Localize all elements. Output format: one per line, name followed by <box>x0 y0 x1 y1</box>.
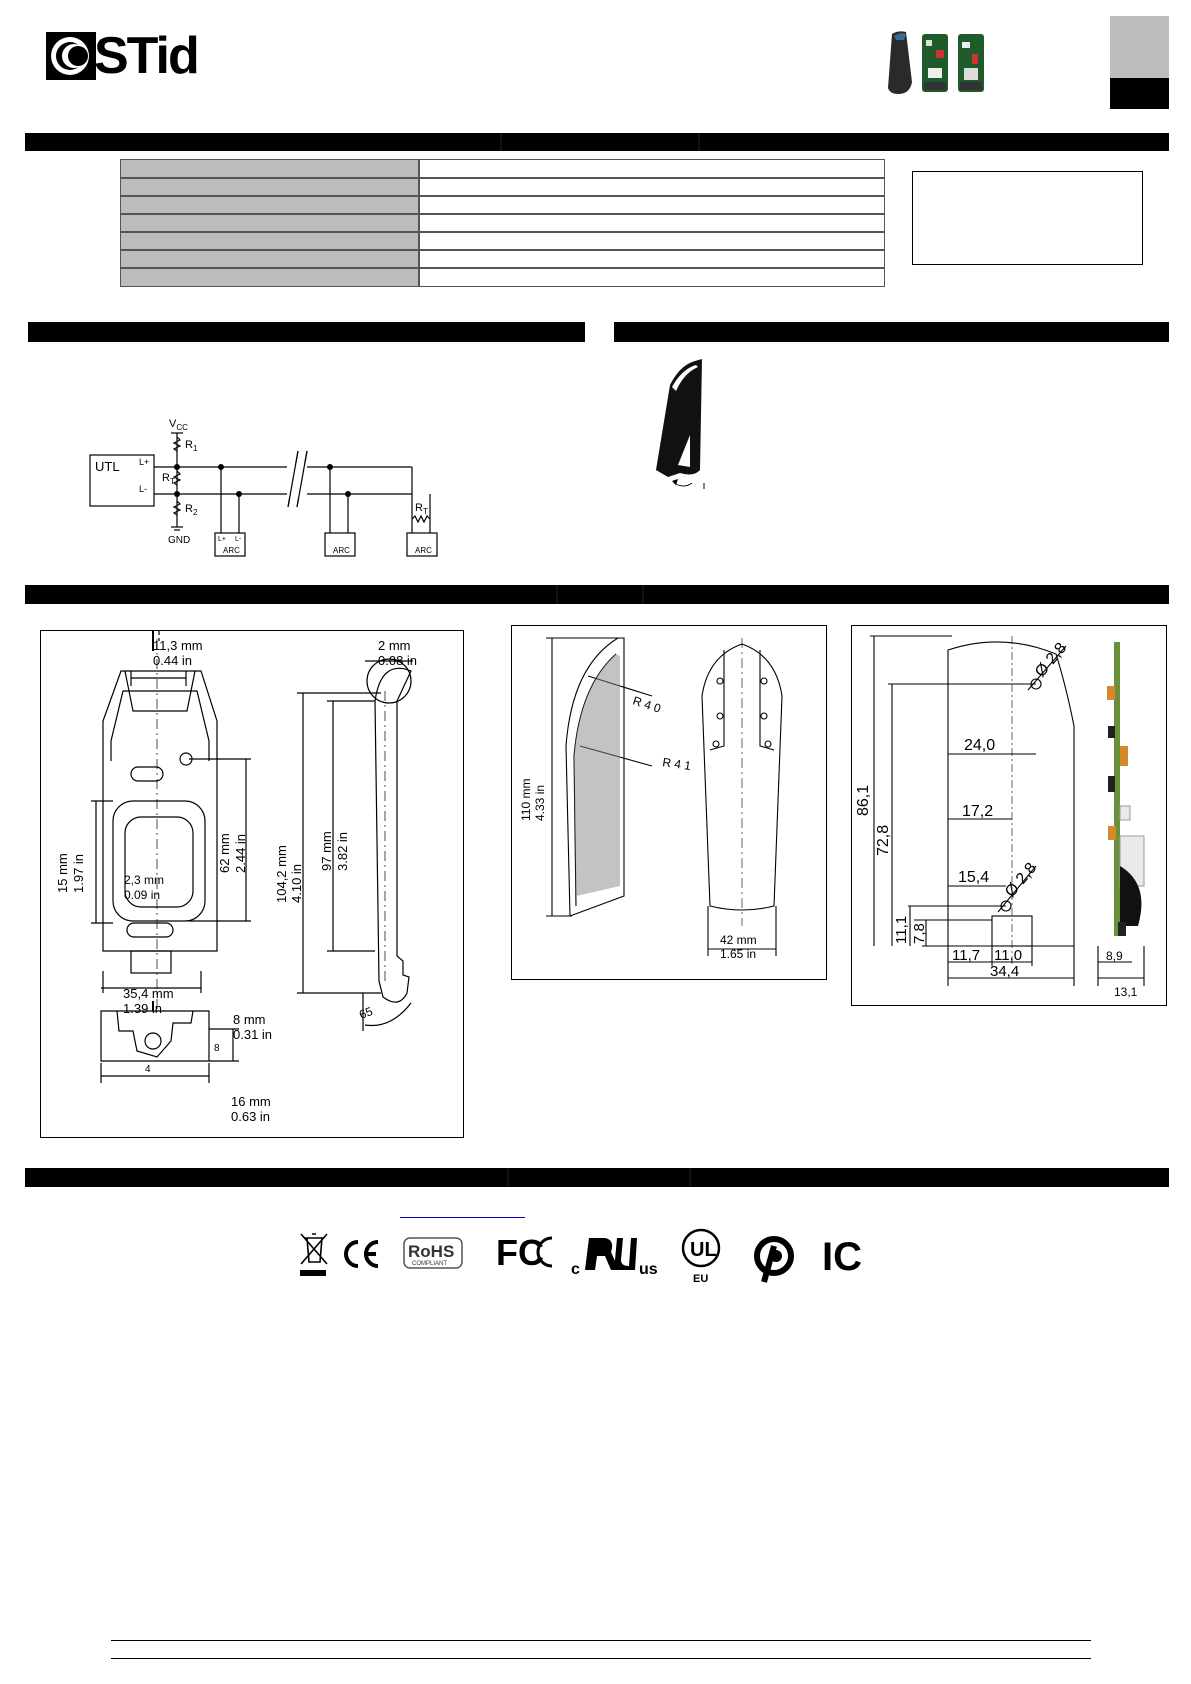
ul-eu-icon <box>683 1230 719 1285</box>
weee-icon <box>300 1234 327 1276</box>
svg-text:97 mm: 97 mm <box>319 831 334 871</box>
spec-value-cell <box>419 196 885 214</box>
footer-rule-bottom <box>111 1658 1091 1659</box>
svg-text:RoHS: RoHS <box>408 1242 455 1261</box>
svg-text:17,2: 17,2 <box>962 803 994 820</box>
svg-text:8,9: 8,9 <box>1106 949 1123 963</box>
svg-text:4: 4 <box>145 1064 151 1075</box>
spec-label-cell <box>120 178 419 196</box>
rohs-icon <box>404 1238 462 1268</box>
spec-table <box>120 159 885 289</box>
svg-text:c: c <box>571 1261 580 1278</box>
svg-text:4.33 in: 4.33 in <box>533 784 547 821</box>
svg-text:65: 65 <box>357 1004 375 1022</box>
svg-text:R1: $R_1$ <box>185 439 198 453</box>
svg-text:IC: IC <box>822 1235 862 1279</box>
reference-box <box>912 171 1143 265</box>
ur-recognized-icon <box>571 1238 658 1278</box>
svg-text:FC: FC <box>496 1232 544 1273</box>
drawing-reader-profile <box>511 625 827 980</box>
svg-text:7,8: 7,8 <box>911 923 928 944</box>
svg-text:COMPLIANT: COMPLIANT <box>412 1261 448 1267</box>
svg-text:1.97 in: 1.97 in <box>71 853 86 893</box>
svg-text:4.10 in: 4.10 in <box>289 863 304 903</box>
spec-label-cell <box>120 232 419 250</box>
certification-logos <box>296 1226 876 1286</box>
page-tab-grey <box>1110 16 1169 78</box>
mounting-illustration <box>650 355 730 495</box>
drawing-pcb-dimensions <box>851 625 1167 1006</box>
company-logo <box>46 27 198 85</box>
spec-value-cell <box>419 178 885 196</box>
svg-text:VCC: $V_{CC}$ <box>169 418 188 432</box>
svg-text:62 mm: 62 mm <box>217 833 232 873</box>
svg-text:13,1: 13,1 <box>1114 985 1138 999</box>
svg-text:GND: GND <box>168 535 191 546</box>
svg-text:8 mm: 8 mm <box>233 1012 266 1027</box>
ce-icon <box>346 1242 378 1266</box>
svg-text:11,1: 11,1 <box>893 915 910 944</box>
svg-text:2.44 in: 2.44 in <box>233 833 248 873</box>
spec-label-cell <box>120 196 419 214</box>
svg-text:86,1: 86,1 <box>855 784 872 816</box>
fcc-icon <box>496 1232 552 1273</box>
svg-text:110 mm: 110 mm <box>519 778 533 821</box>
svg-text:42 mm: 42 mm <box>720 933 757 947</box>
svg-text:R 4 1: R 4 1 <box>661 755 692 773</box>
svg-text:EU: EU <box>693 1273 709 1285</box>
svg-text:ARC: ARC <box>223 546 240 555</box>
svg-text:72,8: 72,8 <box>875 824 892 856</box>
svg-text:2,3 mm: 2,3 mm <box>124 873 165 887</box>
page-tab-black <box>1110 78 1169 109</box>
svg-text:16 mm: 16 mm <box>231 1094 271 1109</box>
wiring-schematic <box>85 415 445 560</box>
footer-rule-top <box>111 1640 1091 1641</box>
svg-text:15,4: 15,4 <box>958 869 990 886</box>
section-bar-certifications <box>25 1168 1169 1187</box>
spec-label-cell <box>120 268 419 287</box>
svg-text:0.63 in: 0.63 in <box>231 1109 271 1124</box>
svg-text:UL: UL <box>690 1239 717 1261</box>
spec-label-cell <box>120 250 419 268</box>
pcb-side-view <box>1107 642 1144 936</box>
svg-text:ARC: ARC <box>333 546 350 555</box>
ic-icon <box>822 1235 862 1279</box>
svg-text:Ø 2,8: Ø 2,8 <box>1002 859 1041 901</box>
svg-text:R 4 0: R 4 0 <box>631 693 663 716</box>
section-bar-dimensions <box>25 585 1169 604</box>
svg-text:0.09 in: 0.09 in <box>124 888 161 902</box>
svg-text:L+: L+ <box>218 536 226 543</box>
spec-value-cell <box>419 232 885 250</box>
section-bar-mounting <box>614 322 1169 342</box>
svg-text:2 mm: 2 mm <box>378 638 411 653</box>
logo-text: STid <box>94 27 198 85</box>
svg-text:1.65 in: 1.65 in <box>720 947 757 961</box>
cert-link-underline[interactable] <box>400 1217 525 1218</box>
svg-text:24,0: 24,0 <box>964 737 996 754</box>
svg-text:11,3 mm: 11,3 mm <box>153 638 203 653</box>
svg-text:15 mm: 15 mm <box>55 853 70 893</box>
product-photos <box>884 28 994 96</box>
svg-text:RT: $R_T$ <box>162 472 175 486</box>
svg-text:0.08 in: 0.08 in <box>378 653 418 668</box>
svg-text:104,2 mm: 104,2 mm <box>274 845 289 903</box>
spec-value-cell <box>419 159 885 178</box>
svg-text:UTL: UTL <box>95 459 120 474</box>
spec-value-cell <box>419 250 885 268</box>
svg-text:3.82 in: 3.82 in <box>335 831 350 871</box>
svg-text:L-: L- <box>139 484 148 494</box>
spec-label-cell <box>120 159 419 178</box>
svg-text:0.44 in: 0.44 in <box>153 653 193 668</box>
svg-text:ARC: ARC <box>415 546 432 555</box>
spec-label-cell <box>120 214 419 232</box>
spec-value-cell <box>419 268 885 287</box>
section-bar-specifications <box>25 133 1169 151</box>
svg-text:34,4: 34,4 <box>990 963 1020 980</box>
rcm-icon <box>757 1239 791 1282</box>
section-bar-wiring <box>28 322 585 342</box>
svg-text:1.39 in: 1.39 in <box>123 1001 163 1016</box>
svg-text:35,4 mm: 35,4 mm <box>123 986 174 1001</box>
svg-text:us: us <box>639 1261 658 1278</box>
svg-text:8: 8 <box>214 1043 220 1054</box>
svg-text:0.31 in: 0.31 in <box>233 1027 273 1042</box>
svg-text:11,0: 11,0 <box>994 947 1023 964</box>
svg-text:L+: L+ <box>139 457 150 467</box>
svg-text:R2: $R_2$ <box>185 503 198 517</box>
svg-text:Ø 2,8: Ø 2,8 <box>1032 639 1071 681</box>
svg-text:L-: L- <box>235 536 242 543</box>
spec-value-cell <box>419 214 885 232</box>
svg-text:11,7: 11,7 <box>952 947 981 964</box>
drawing-bracket-dimensions <box>40 630 464 1138</box>
svg-text:RT: $R_T$ <box>415 502 428 516</box>
